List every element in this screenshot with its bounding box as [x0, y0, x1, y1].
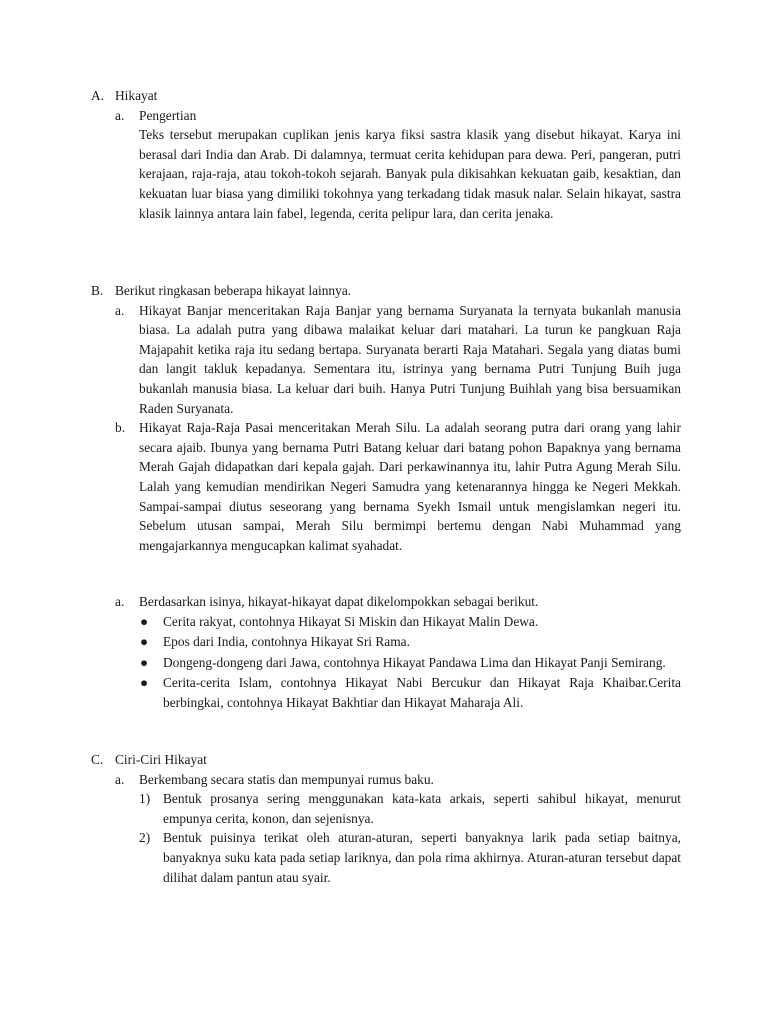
numbered-item: [91, 828, 681, 887]
section-b-item-text: Hikayat Banjar menceritakan Raja Banjar yang bernama Suryanata la ternyata bukanlah manusia biasa. La adalah putra yang dibawa malaikat keluar dari matahari. La turun ke pangkuan Raja Majapahit ketika raja itu sedang bertapa. Suryanata berarti Raja Matahari. Segala yang diatas bumi dan langit takluk kepadanya. Sementara itu, istrinya yang bernama Putri Tunjung Buih juga bukanlah manusia biasa. La keluar dari buih. Hanya Putri Tunjung Buihlah yang bisa bersuamikan Raden Suryanata.: [139, 302, 681, 416]
section-c: [91, 750, 681, 887]
section-b: [91, 281, 681, 555]
section-b-marker: B.: [91, 283, 104, 298]
section-b-group-heading: [91, 592, 681, 612]
list-item: [91, 673, 681, 712]
list-item-text: Dongeng-dongeng dari Jawa, contohnya Hikayat Pandawa Lima dan Hikayat Panji Semirang.: [163, 654, 666, 670]
section-b-item-text: Hikayat Raja-Raja Pasai menceritakan Merah Silu. La adalah seorang putra dari orang yang lahir secara ajaib. Ibunya yang bernama Putri Batang keluar dari batang pohon Bapaknya yang bernama Merah Gajah didapatkan dari kepala gajah. Dari perkawinannya itu, lahir Putra Agung Merah Silu. Lalah yang kemudian mendirikan Negeri Samudra yang ketenarannya hingga ke Negeri Mekkah. Sampai-sampai diutus seseorang yang bernama Syekh Ismail untuk mengislamkan negeri itu. Sebelum utusan sampai, Merah Silu bermimpi bertemu dengan Nabi Muhammad yang mengajarkannya mengucapkan kalimat syahadat.: [139, 420, 681, 553]
bullet-icon: ●: [140, 654, 149, 670]
section-c-heading: [91, 750, 681, 770]
section-c-sub-title: Berkembang secara statis dan mempunyai rumus baku.: [139, 771, 434, 787]
bullet-icon: ●: [140, 675, 149, 691]
section-a-subheading: [91, 106, 681, 126]
section-a-sub-marker: a.: [115, 107, 125, 123]
section-a-heading: [91, 86, 681, 106]
list-item: [91, 653, 681, 673]
list-item-text: Cerita-cerita Islam, contohnya Hikayat Nabi Bercukur dan Hikayat Raja Khaibar.Cerita berbingkai, contohnya Hikayat Bakhtiar dan Hikayat Maharaja Ali.: [163, 675, 681, 710]
section-c-title: Ciri-Ciri Hikayat: [115, 752, 207, 767]
list-item: [91, 632, 681, 652]
section-b-item: [91, 301, 681, 419]
section-c-sub-marker: a.: [115, 771, 125, 787]
numbered-item-marker: 2): [139, 830, 151, 846]
section-b-group: [91, 592, 681, 714]
section-a-marker: A.: [91, 88, 105, 103]
list-item-text: Cerita rakyat, contohnya Hikayat Si Miskin dan Hikayat Malin Dewa.: [163, 613, 539, 629]
section-a-title: Hikayat: [115, 88, 158, 103]
section-b-group-marker: a.: [115, 594, 125, 609]
numbered-item: [91, 789, 681, 828]
section-c-subheading: [91, 770, 681, 790]
numbered-item-marker: 1): [139, 791, 151, 807]
numbered-item-text: Bentuk puisinya terikat oleh aturan-aturan, seperti banyaknya larik pada setiap baitnya, banyaknya suku kata pada setiap lariknya, dan pola rima akhirnya. Aturan-aturan tersebut dapat dilihat dalam pantun atau syair.: [163, 830, 681, 885]
section-b-title: Berikut ringkasan beberapa hikayat lainnya.: [115, 283, 352, 298]
numbered-item-text: Bentuk prosanya sering menggunakan kata-kata arkais, seperti sahibul hikayat, menurut empunya cerita, konon, dan sejenisnya.: [163, 791, 681, 826]
bullet-icon: ●: [140, 613, 149, 629]
bullet-list: [91, 612, 681, 713]
bullet-icon: ●: [140, 634, 149, 650]
section-a: [91, 86, 681, 223]
section-a-paragraph: Teks tersebut merupakan cuplikan jenis karya fiksi sastra klasik yang disebut hikayat. Karya ini berasal dari India dan Arab. Di dalamnya, termuat cerita kehidupan para dewa. Peri, pangeran, putri kerajaan, raja-raja, atau tokoh-tokoh sejarah. Banyak pula dikisahkan kekuatan gaib, kesaktian, dan kekuatan luar biasa yang dimiliki tokohnya yang terkadang tidak masuk nalar. Selain hikayat, sastra klasik lainnya antara lain fabel, legenda, cerita pelipur lara, dan cerita jenaka.: [139, 127, 681, 221]
section-a-sub-title: Pengertian: [139, 107, 197, 123]
section-b-item: [91, 418, 681, 555]
list-item: [91, 612, 681, 632]
section-b-group-title: Berdasarkan isinya, hikayat-hikayat dapat dikelompokkan sebagai berikut.: [139, 594, 539, 609]
section-b-item-marker: a.: [115, 302, 125, 318]
section-c-marker: C.: [91, 752, 104, 767]
list-item-text: Epos dari India, contohnya Hikayat Sri Rama.: [163, 634, 410, 650]
section-b-item-marker: b.: [115, 420, 126, 436]
section-b-heading: [91, 281, 681, 301]
